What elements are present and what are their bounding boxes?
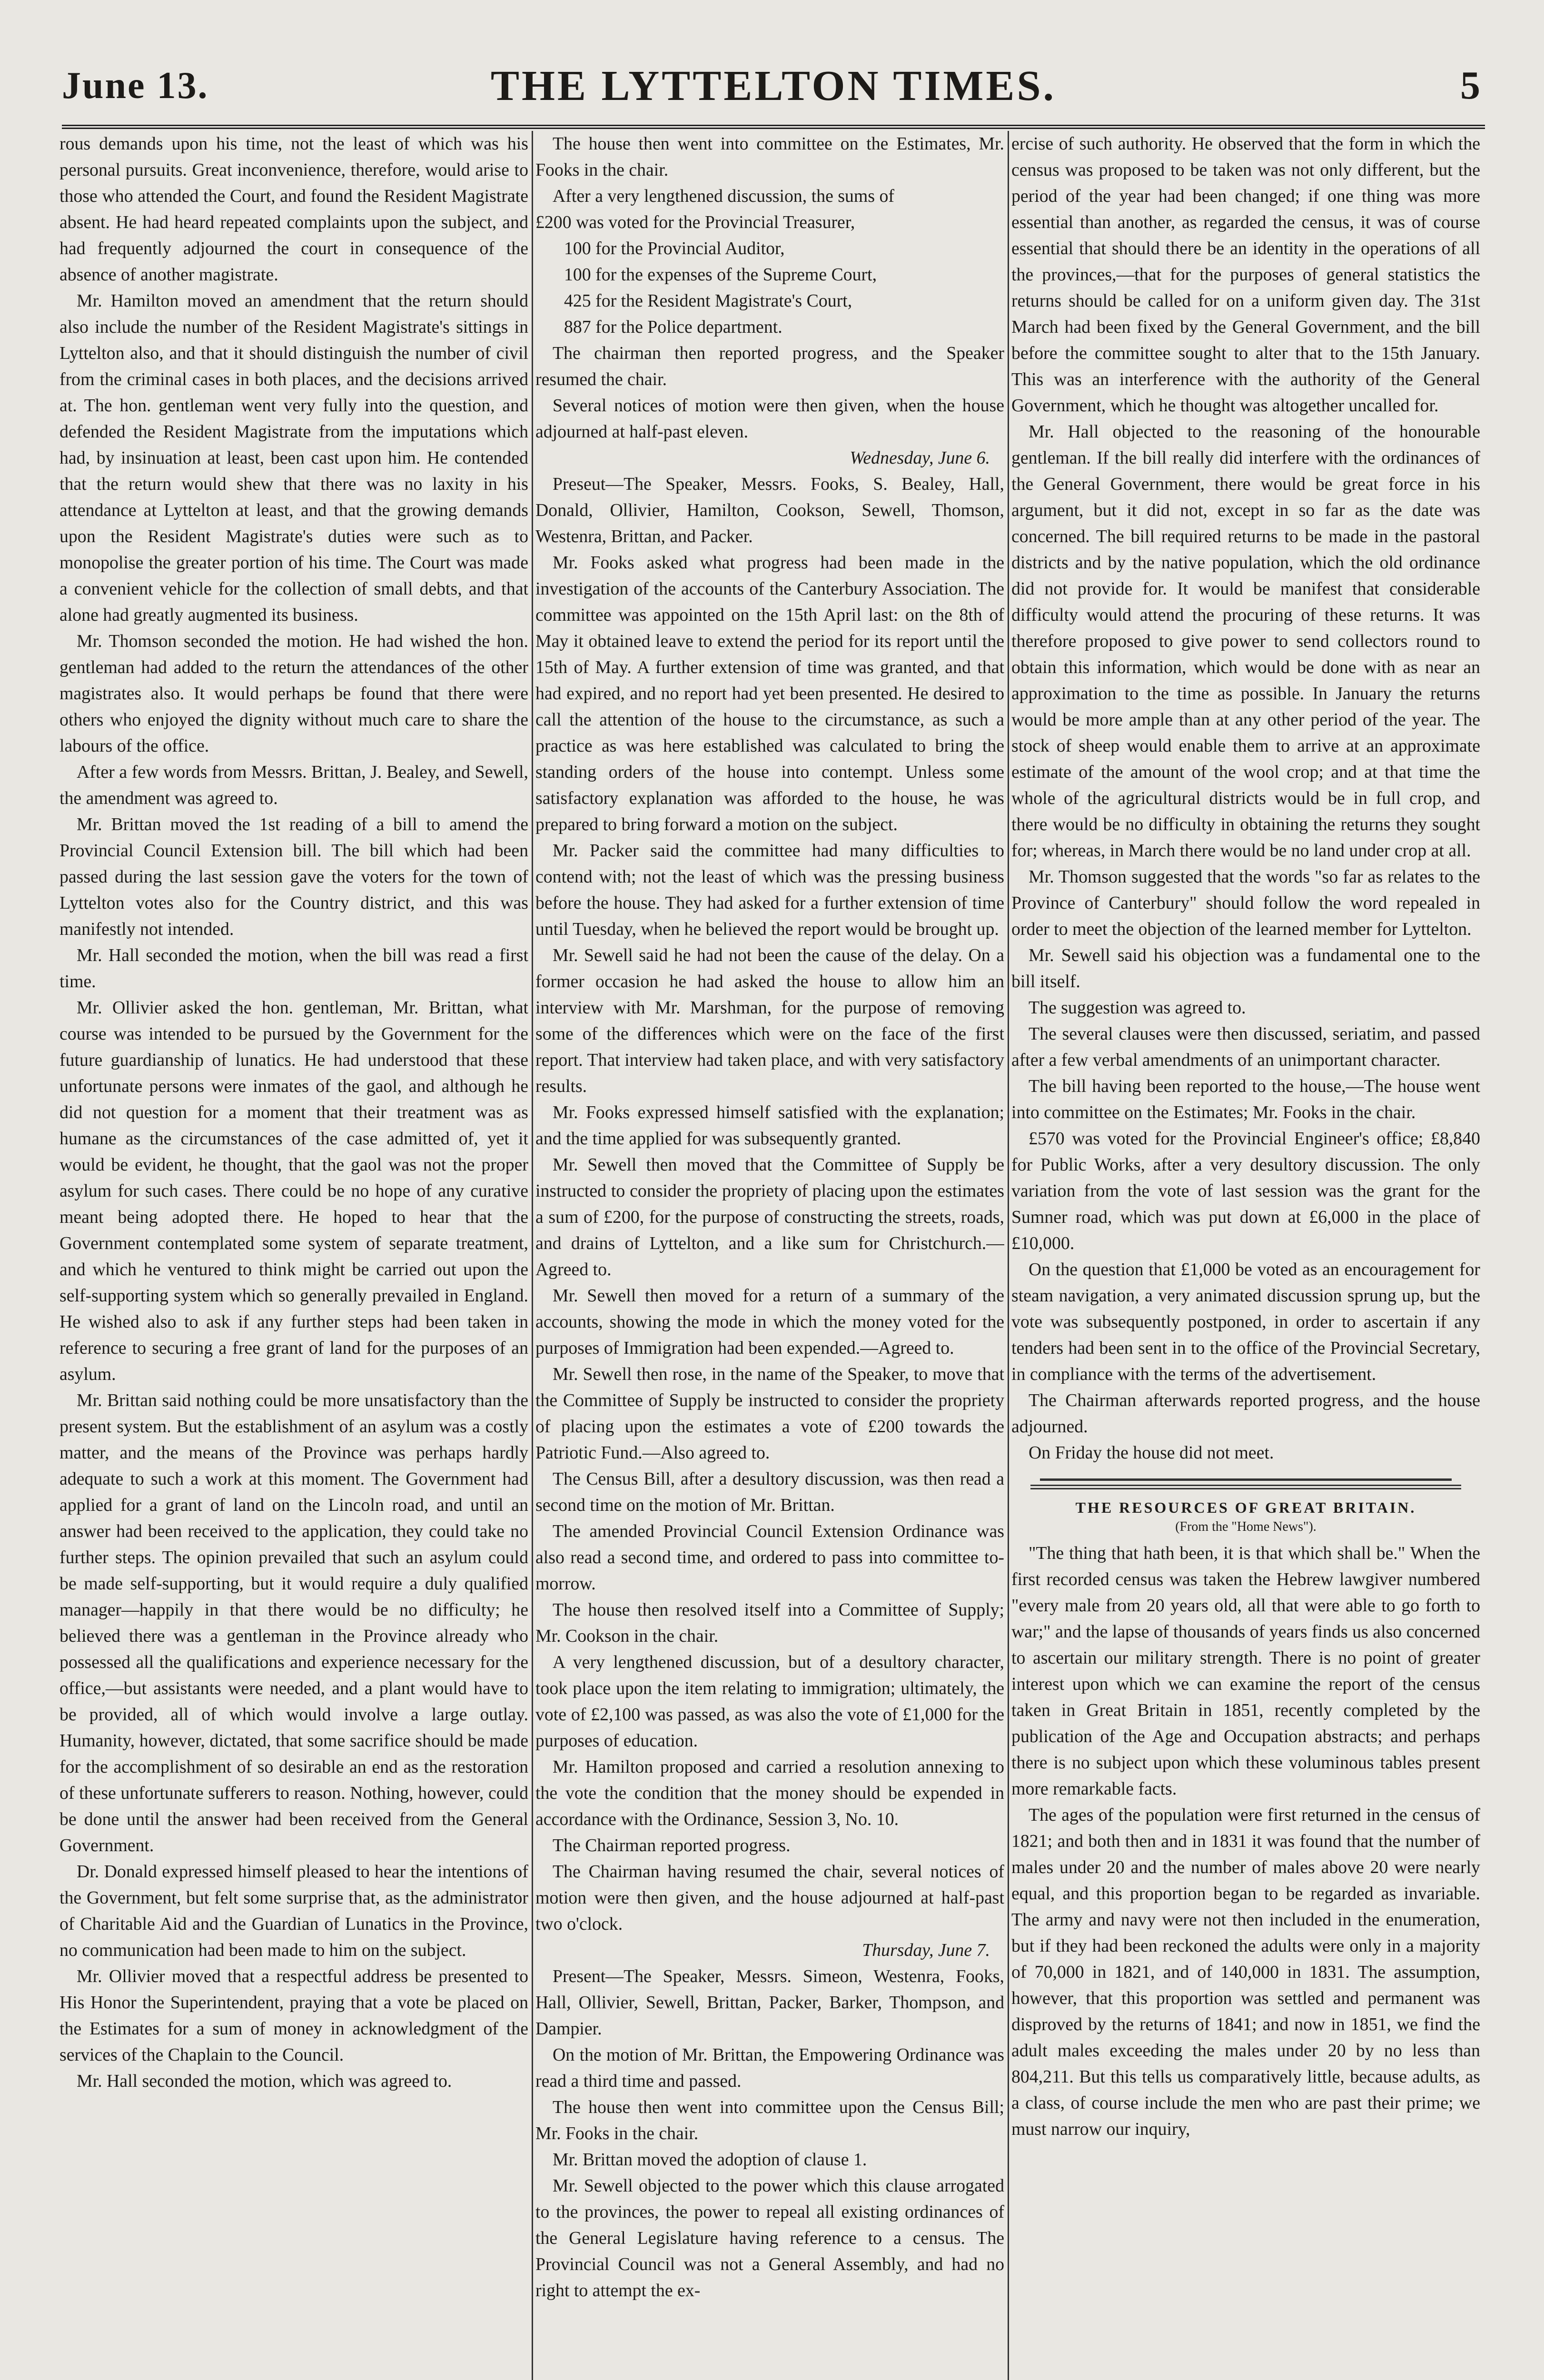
paragraph: Mr. Ollivier moved that a respectful address be presented to His Honor the Superintendent, praying that a vote be placed on the Estimates for a sum of money in acknowledgment of the services of the Chaplain to the Council. bbox=[59, 1966, 528, 2065]
article-source: (From the "Home News"). bbox=[1175, 1519, 1316, 1534]
paragraph: The bill having been reported to the house,—The house went into committee on the Estimates; Mr. Fooks in the chair. bbox=[1011, 1076, 1480, 1122]
paragraph: Mr. Hall seconded the motion, when the bill was read a first time. bbox=[59, 945, 528, 992]
paragraph: Mr. Sewell said he had not been the cause of the delay. On a former occasion he had asked the house to allow him an interview with Mr. Marshman, for the purpose of removing some of the differences which were on the face of the first report. That interview had taken place, and with very satisfactory results. bbox=[535, 945, 1004, 1096]
paragraph: The suggestion was agreed to. bbox=[1029, 998, 1246, 1018]
paragraph: Mr. Sewell then moved for a return of a summary of the accounts, showing the mode in which the money voted for the purposes of Immigration had been expended.—Agreed to. bbox=[535, 1286, 1004, 1358]
paragraph: "The thing that hath been, it is that which shall be." When the first recorded census was taken the Hebrew lawgiver numbered "every male from 20 years old, all that were able to go forth to war;" and the lapse of thousands of years finds us also concerned to ascertain our military strength. There is no point of greater interest upon which we can examine the report of the census taken in Great Britain in 1851, recently completed by the publication of the Age and Occupation abstracts; and perhaps there is no subject upon which these voluminous tables present more remarkable facts. bbox=[1011, 1543, 1480, 1799]
section-double-rule bbox=[1030, 1485, 1461, 1489]
vote-line: 100 for the expenses of the Supreme Court, bbox=[564, 265, 877, 285]
paragraph: Mr. Hall seconded the motion, which was agreed to. bbox=[77, 2071, 452, 2091]
paragraph: The chairman then reported progress, and the Speaker resumed the chair. bbox=[535, 343, 1004, 389]
paragraph: After a few words from Messrs. Brittan, J. Bealey, and Sewell, the amendment was agreed to. bbox=[59, 762, 528, 808]
vote-line: 100 for the Provincial Auditor, bbox=[564, 238, 785, 258]
column-divider-1 bbox=[532, 131, 533, 2380]
column-2 bbox=[535, 131, 1004, 2380]
paragraph: Mr. Hamilton proposed and carried a resolution annexing to the vote the condition that the money should be expended in accordance with the Ordinance, Session 3, No. 10. bbox=[535, 1757, 1004, 1829]
paragraph: ercise of such authority. He observed that the form in which the census was proposed to be taken was not only different, but the period of the year had been changed; if one thing was more essential than another, as regarded the census, it was of course essential that should there be an identity in the operations of all the provinces,—that for the purposes of general statistics the returns should be called for on a uniform given day. The 31st March had been fixed by the General Government, and the bill before the committee sought to alter that to the 15th January. This was an interference with the authority of the General Government, which he thought was altogether uncalled for. bbox=[1011, 134, 1480, 416]
paragraph: Preseut—The Speaker, Messrs. Fooks, S. Bealey, Hall, Donald, Ollivier, Hamilton, Cookson, Sewell, Thomson, Westenra, Brittan, and Packer. bbox=[535, 474, 1004, 546]
dateline: Thursday, June 7. bbox=[862, 1940, 990, 1960]
paragraph: The house then went into committee on the Estimates, Mr. Fooks in the chair. bbox=[535, 134, 1004, 180]
paragraph: The Census Bill, after a desultory discussion, was then read a second time on the motion of Mr. Brittan. bbox=[535, 1469, 1004, 1515]
paragraph: The ages of the population were first returned in the census of 1821; and both then and in 1831 it was found that the number of males under 20 and the number of males above 20 were nearly equal, and this proportion began to be regarded as invariable. The army and navy were not then included in the enumeration, but if they had been reckoned the adults were only in a majority of 70,000 in 1821, and of 140,000 in 1831. The assumption, however, that this proportion was settled and permanent was disproved by the returns of 1841; and now in 1851, we find the adult males exceeding the males under 20 by no less than 804,211. But this tells us comparatively little, because adults, as a class, of course include the men who are past their prime; we must narrow our inquiry, bbox=[1011, 1805, 1480, 2139]
masthead-title: THE LYTTELTON TIMES. bbox=[490, 62, 1057, 109]
paragraph: Mr. Sewell said his objection was a fundamental one to the bill itself. bbox=[1011, 945, 1480, 992]
paragraph: Mr. Sewell then moved that the Committee of Supply be instructed to consider the propriety of placing upon the estimates a sum of £200, for the purpose of constructing the streets, roads, and drains of Lyttelton, and a like sum for Christchurch.—Agreed to. bbox=[535, 1155, 1004, 1279]
paragraph: The Chairman reported progress. bbox=[553, 1835, 791, 1855]
page-number: 5 bbox=[1460, 63, 1480, 108]
paragraph: The house then went into committee upon the Census Bill; Mr. Fooks in the chair. bbox=[535, 2097, 1004, 2143]
paragraph: Mr. Packer said the committee had many difficulties to contend with; not the least of which was the pressing business before the house. They had asked for a further extension of time until Tuesday, when he believed the report would be brought up. bbox=[535, 841, 1004, 939]
dateline: Wednesday, June 6. bbox=[850, 448, 990, 468]
vote-line: 887 for the Police department. bbox=[564, 317, 782, 337]
paragraph: Mr. Sewell objected to the power which this clause arrogated to the provinces, the power to repeal all existing ordinances of the General Legislature having reference to a census. The Provincial Council was not a General Assembly, and had no right to attempt the ex- bbox=[535, 2176, 1004, 2301]
column-3 bbox=[1011, 131, 1480, 2380]
paragraph: The amended Provincial Council Extension Ordinance was also read a second time, and ordered to pass into committee to-morrow. bbox=[535, 1521, 1004, 1594]
paragraph: Mr. Sewell then rose, in the name of the Speaker, to move that the Committee of Supply be instructed to consider the propriety of placing upon the estimates a vote of £200 towards the Patriotic Fund.—Also agreed to. bbox=[535, 1364, 1004, 1463]
paragraph: Dr. Donald expressed himself pleased to hear the intentions of the Government, but felt some surprise that, as the administrator of Charitable Aid and the Guardian of Lunatics in the Province, no communication had been made to him on the subject. bbox=[59, 1862, 528, 1960]
paragraph: Mr. Brittan moved the 1st reading of a bill to amend the Provincial Council Extension bill. The bill which had been passed during the last session gave the voters for the town of Lyttelton votes also for the Country district, and this was manifestly not intended. bbox=[59, 814, 528, 939]
paragraph: Mr. Fooks expressed himself satisfied with the explanation; and the time applied for was subsequently granted. bbox=[535, 1102, 1004, 1149]
paragraph: On Friday the house did not meet. bbox=[1029, 1443, 1274, 1463]
section-rule bbox=[1040, 1478, 1452, 1481]
paragraph: Mr. Fooks asked what progress had been made in the investigation of the accounts of the Canterbury Association. The committee was appointed on the 15th April last: on the 8th of May it obtained leave to extend the period for its report until the 15th of May. A further extension of time was granted, and that had expired, and no report had yet been presented. He desired to call the attention of the house to the circumstance, as such a practice as was here established was calculated to bring the standing orders of the house into contempt. Unless some satisfactory explanation was afforded to the house, he was prepared to bring forward a motion on the subject. bbox=[535, 553, 1004, 834]
paragraph: Mr. Hamilton moved an amendment that the return should also include the number of the Resident Magistrate's sittings in Lyttelton also, and that it should distinguish the number of civil from the criminal cases in both places, and the decisions arrived at. The hon. gentleman went very fully into the question, and defended the Resident Magistrate from the imputations which had, by insinuation at least, been cast upon him. He contended that the return would shew that there was no laxity in his attendance at Lyttelton at least, and that the growing demands upon the Resident Magistrate's duties were such as to monopolise the greater portion of his time. The Court was made a convenient vehicle for the collection of small debts, and that alone had greatly augmented its business. bbox=[59, 291, 528, 625]
paragraph: On the question that £1,000 be voted as an encouragement for steam navigation, a very animated discussion sprung up, but the vote was subsequently postponed, in order to ascertain if any tenders had been sent in to the office of the Provincial Secretary, in compliance with the terms of the advertisement. bbox=[1011, 1259, 1480, 1384]
paragraph: rous demands upon his time, not the least of which was his personal pursuits. Great inconvenience, therefore, would arise to those who attended the Court, and found the Resident Magistrate absent. He had heard repeated complaints upon the subject, and had frequently adjourned the court in consequence of the absence of another magistrate. bbox=[59, 134, 528, 285]
paragraph: On the motion of Mr. Brittan, the Empowering Ordinance was read a third time and passed. bbox=[535, 2045, 1004, 2091]
paragraph: Mr. Brittan moved the adoption of clause 1. bbox=[553, 2150, 867, 2170]
paragraph: Mr. Thomson suggested that the words "so far as relates to the Province of Canterbury" should follow the word repealed in order to meet the objection of the learned member for Lyttelton. bbox=[1011, 867, 1480, 939]
paragraph: The Chairman afterwards reported progress, and the house adjourned. bbox=[1011, 1390, 1480, 1437]
header-rule bbox=[62, 125, 1485, 129]
paragraph: Several notices of motion were then given, when the house adjourned at half-past eleven. bbox=[535, 396, 1004, 442]
paragraph: A very lengthened discussion, but of a desultory character, took place upon the item relating to immigration; ultimately, the vote of £2,100 was passed, as was also the vote of £1,000 for the purposes of education. bbox=[535, 1652, 1004, 1751]
page-header bbox=[62, 55, 1485, 126]
paragraph: Mr. Thomson seconded the motion. He had wished the hon. gentleman had added to the return the attendances of the other magistrates also. It would perhaps be found that there were others who enjoyed the dignity without much care to share the labours of the office. bbox=[59, 631, 528, 756]
paragraph: £570 was voted for the Provincial Engineer's office; £8,840 for Public Works, after a very desultory discussion. The only variation from the vote of last session was the grant for the Sumner road, which was put down at £6,000 in the place of £10,000. bbox=[1011, 1129, 1480, 1253]
column-1 bbox=[59, 131, 528, 2380]
paragraph: After a very lengthened discussion, the sums of bbox=[553, 186, 894, 206]
paragraph: Present—The Speaker, Messrs. Simeon, Westenra, Fooks, Hall, Ollivier, Sewell, Brittan, Packer, Barker, Thompson, and Dampier. bbox=[535, 1966, 1004, 2039]
paragraph: Mr. Brittan said nothing could be more unsatisfactory than the present system. But the establishment of an asylum was a costly matter, and the means of the Province was perhaps hardly adequate to such a work at this moment. The Government had applied for a grant of land on the Lincoln road, and until an answer had been received to the application, they could take no further steps. The opinion prevailed that such an asylum could be made self-supporting, but it would require a duly qualified manager—happily in that there would be no difficulty; he believed there was a gentleman in the Province already who possessed all the qualifications and experience necessary for the office,—but assistants were needed, and a plant would have to be provided, all of which would involve a large outlay. Humanity, however, dictated, that some sacrifice should be made for the accomplishment of so desirable an end as the restoration of these unfortunate sufferers to reason. Nothing, however, could be done until the answer had been received from the General Government. bbox=[59, 1390, 528, 1855]
paragraph: The Chairman having resumed the chair, several notices of motion were then given, and the house adjourned at half-past two o'clock. bbox=[535, 1862, 1004, 1934]
paragraph: The house then resolved itself into a Committee of Supply; Mr. Cookson in the chair. bbox=[535, 1600, 1004, 1646]
article-title: THE RESOURCES OF GREAT BRITAIN. bbox=[1075, 1499, 1416, 1516]
vote-line: 425 for the Resident Magistrate's Court, bbox=[564, 291, 852, 311]
paragraph: The several clauses were then discussed, seriatim, and passed after a few verbal amendments of an unimportant character. bbox=[1011, 1024, 1480, 1070]
paragraph: Mr. Hall objected to the reasoning of the honourable gentleman. If the bill really did interfere with the ordinances of the General Government, there would be great force in his argument, but it did not, except in so far as the date was concerned. The bill required returns to be made in the pastoral districts and by the native population, which the old ordinance did not provide for. It would be manifest that considerable difficulty would attend the procuring of these returns. It was therefore proposed to give power to send collectors round to obtain this information, which would be done with as near an approximation to the time as possible. In January the returns would be more ample than at any other period of the year. The stock of sheep would enable them to arrive at an approximate estimate of the amount of the wool crop; and at that time the whole of the agricultural districts would be in full crop, and there would be no difficulty in obtaining the returns they sought for; whereas, in March there would be no land under crop at all. bbox=[1011, 422, 1480, 861]
vote-line: £200 was voted for the Provincial Treasurer, bbox=[535, 212, 855, 232]
column-divider-2 bbox=[1008, 131, 1009, 2380]
issue-date: June 13. bbox=[62, 65, 209, 107]
paragraph: Mr. Ollivier asked the hon. gentleman, Mr. Brittan, what course was intended to be pursued by the Government for the future guardianship of lunatics. He had understood that these unfortunate persons were inmates of the gaol, and although he did not question for a moment that their treatment was as humane as the circumstances of the case admitted of, yet it would be evident, he thought, that the gaol was not the proper asylum for such cases. There could be no hope of any curative meant being adopted there. He hoped to hear that the Government contemplated some system of separate treatment, and which he ventured to think might be carried out upon the self-supporting system which so generally prevailed in England. He wished also to ask if any further steps had been taken in reference to securing a free grant of land for the purposes of an asylum. bbox=[59, 998, 528, 1384]
